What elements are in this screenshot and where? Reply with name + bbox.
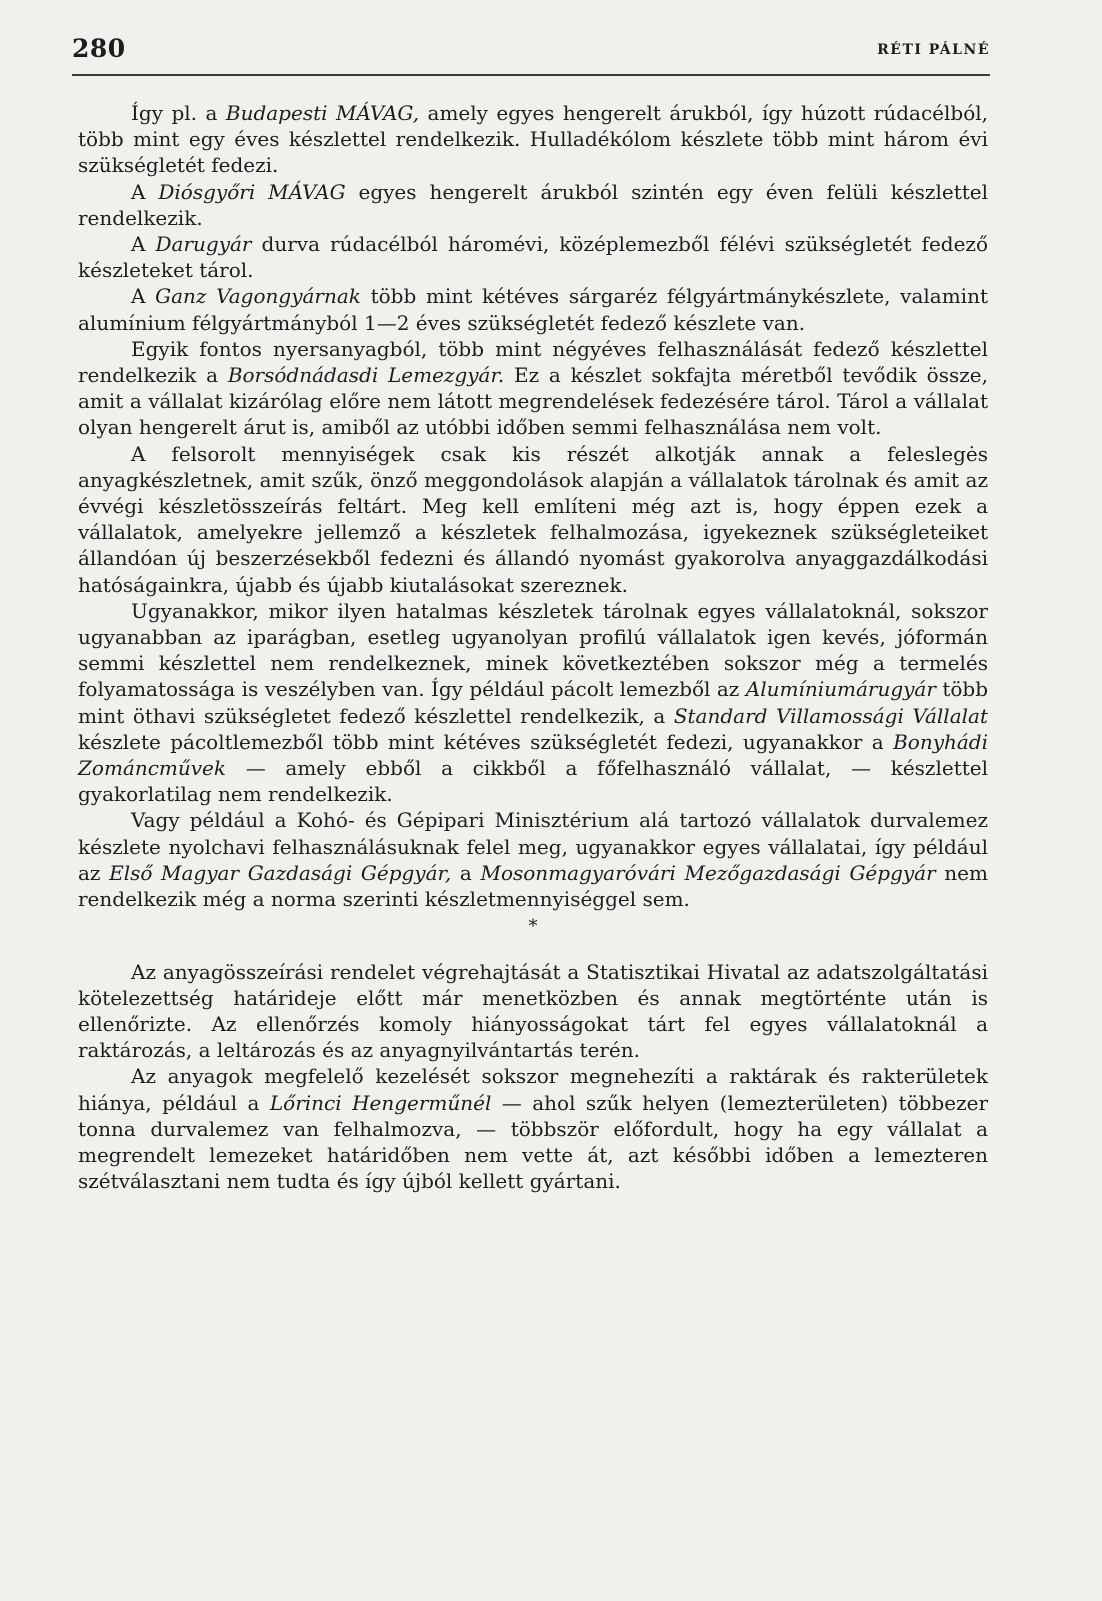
- italic-name: Ganz Vagongyárnak: [155, 284, 361, 309]
- page-number: 280: [72, 34, 126, 63]
- text-run: egyes hengerelt árukból szintén egy éven felüli készlettel rendelkezik.: [78, 179, 989, 230]
- italic-name: Mosonmagyaróvári Mezőgazdasági Gépgyár: [480, 860, 936, 885]
- text-run: több mint öthavi szükségletet fedező készlettel rendelkezik, a: [78, 677, 989, 728]
- section-before-separator: [78, 100, 988, 912]
- paragraph: [78, 283, 988, 335]
- paragraph: [78, 959, 988, 1064]
- paragraph: [78, 336, 988, 441]
- text-run: Az anyagok megfelelő kezelését sokszor megnehezíti a raktárak és rakterületek hiánya, például a: [78, 1064, 988, 1115]
- paragraph: [78, 231, 988, 283]
- italic-name: Darugyár: [155, 232, 252, 257]
- running-head: RÉTI PÁLNÉ: [877, 42, 990, 58]
- page-header: [72, 30, 990, 76]
- italic-name: Budapesti MÁVAG,: [225, 101, 420, 125]
- paragraph: [78, 598, 988, 808]
- italic-name: Bonyhádi Zománcművek: [78, 729, 988, 781]
- text-run: nem rendelkezik még a norma szerinti készletmennyiséggel sem.: [78, 860, 988, 912]
- text-run: — ahol szűk helyen (lemezterületen) többezer tonna durvalemez van felhalmozva, — többször előfordult, hogy ha egy vállalat a megrendelt lemezeket határidőben nem vette át, azt későbbi időben a lemezteren szétválasztani nem tudta és így újból kellett gyártani.: [78, 1090, 989, 1194]
- text-run: több mint kétéves sárgaréz félgyártmánykészlete, valamint alumínium félgyártmányból 1—2 éves szükségletét fedező készlete van.: [78, 284, 988, 335]
- text-run: Egyik fontos nyersanyagból, több mint négyéves felhasználását fedező készlettel rendelkezik a: [78, 336, 988, 388]
- section-after-separator: [78, 959, 988, 1195]
- paragraph: [78, 807, 988, 912]
- text-run: készlete pácoltlemezből több mint kétéves szükségletét fedezi, ugyanakkor a: [78, 729, 894, 754]
- text-run: Ez a készlet sokfajta méretből tevődik össze, amit a vállalat kizárólag előre nem látott megrendelések fedezésére tárol. Tárol a vállalat olyan hengerelt árut is, amiből az utóbbi időben semmi felhasználása nem volt.: [78, 363, 988, 440]
- text-run: A: [131, 179, 159, 204]
- italic-name: Alumíniumárugyár: [745, 677, 936, 702]
- paragraph: [78, 100, 988, 179]
- text-run: Így pl. a: [131, 101, 226, 125]
- italic-name: Borsódnádasdi Lemezgyár.: [227, 363, 505, 388]
- text-run: durva rúdacélból háromévi, középlemezből félévi szükségletét fedező készleteket tárol.: [78, 232, 988, 283]
- text-run: — amely ebből a cikkből a főfelhasználó vállalat, — készlettel gyakorlatilag nem rendelkezik.: [78, 756, 988, 807]
- paragraph: [78, 441, 988, 598]
- text-run: A: [131, 232, 156, 257]
- text-run: Vagy például a Kohó- és Gépipari Minisztérium alá tartozó vállalatok durvalemez készlete nyolchavi felhasználásuknak felel meg, ugyanakkor egyes vállalatai, így például az: [78, 808, 988, 885]
- text-run: amely egyes hengerelt árukból, így húzott rúdacélból, több mint egy éves készlettel rendelkezik. Hulladékólom készlete több mint három évi szükségletét fedezi.: [78, 101, 989, 178]
- italic-name: Diósgyőri MÁVAG: [158, 179, 346, 204]
- paragraph: [78, 179, 988, 231]
- text-run: Az anyagösszeírási rendelet végrehajtását a Statisztikai Hivatal az adatszolgáltatási kötelezettség határideje előtt már menetközben és annak megtörténte után is ellenőrizte. Az ellenőrzés komoly hiányosságokat tárt fel egyes vállalatoknál a raktározás, a leltározás és az anyagnyilvántartás terén.: [78, 959, 988, 1063]
- body-text: [78, 100, 988, 1194]
- text-run: A: [131, 284, 156, 309]
- text-run: Ugyanakkor, mikor ilyen hatalmas készletek tárolnak egyes vállalatoknál, sokszor ugyanabban az iparágban, esetleg ugyanolyan profilú vállalatok igen kevés, jóformán semmi készlettel nem rendelkeznek, minek következtében sokszor még a termelés folyamatossága is veszélyben van. Így például pácolt lemezből az: [78, 598, 988, 702]
- text-run: a: [451, 860, 481, 885]
- italic-name: Első Magyar Gazdasági Gépgyár,: [109, 860, 452, 885]
- section-separator: *: [528, 916, 538, 938]
- italic-name: Standard Villamossági Vállalat: [673, 703, 988, 728]
- paragraph: [78, 1063, 988, 1194]
- italic-name: Lőrinci Hengerműnél: [269, 1090, 492, 1115]
- text-run: A felsorolt mennyiségek csak kis részét alkotják annak a feleslegės anyagkészletnek, amit szűk, önző meggondolások alapján a vállalatok tárolnak és amit az évvégi készletösszeírás feltárt. Meg kell említeni még azt is, hogy éppen ezek a vállalatok, amelyekre jellemző a készletek felhalmozása, igyekeznek szükségleteiket állandóan új beszerzésekből fedezni és állandó nyomást gyakorolva anyaggazdálkodási hatóságainkra, újabb és újabb kiutalásokat szereznek.: [78, 441, 988, 597]
